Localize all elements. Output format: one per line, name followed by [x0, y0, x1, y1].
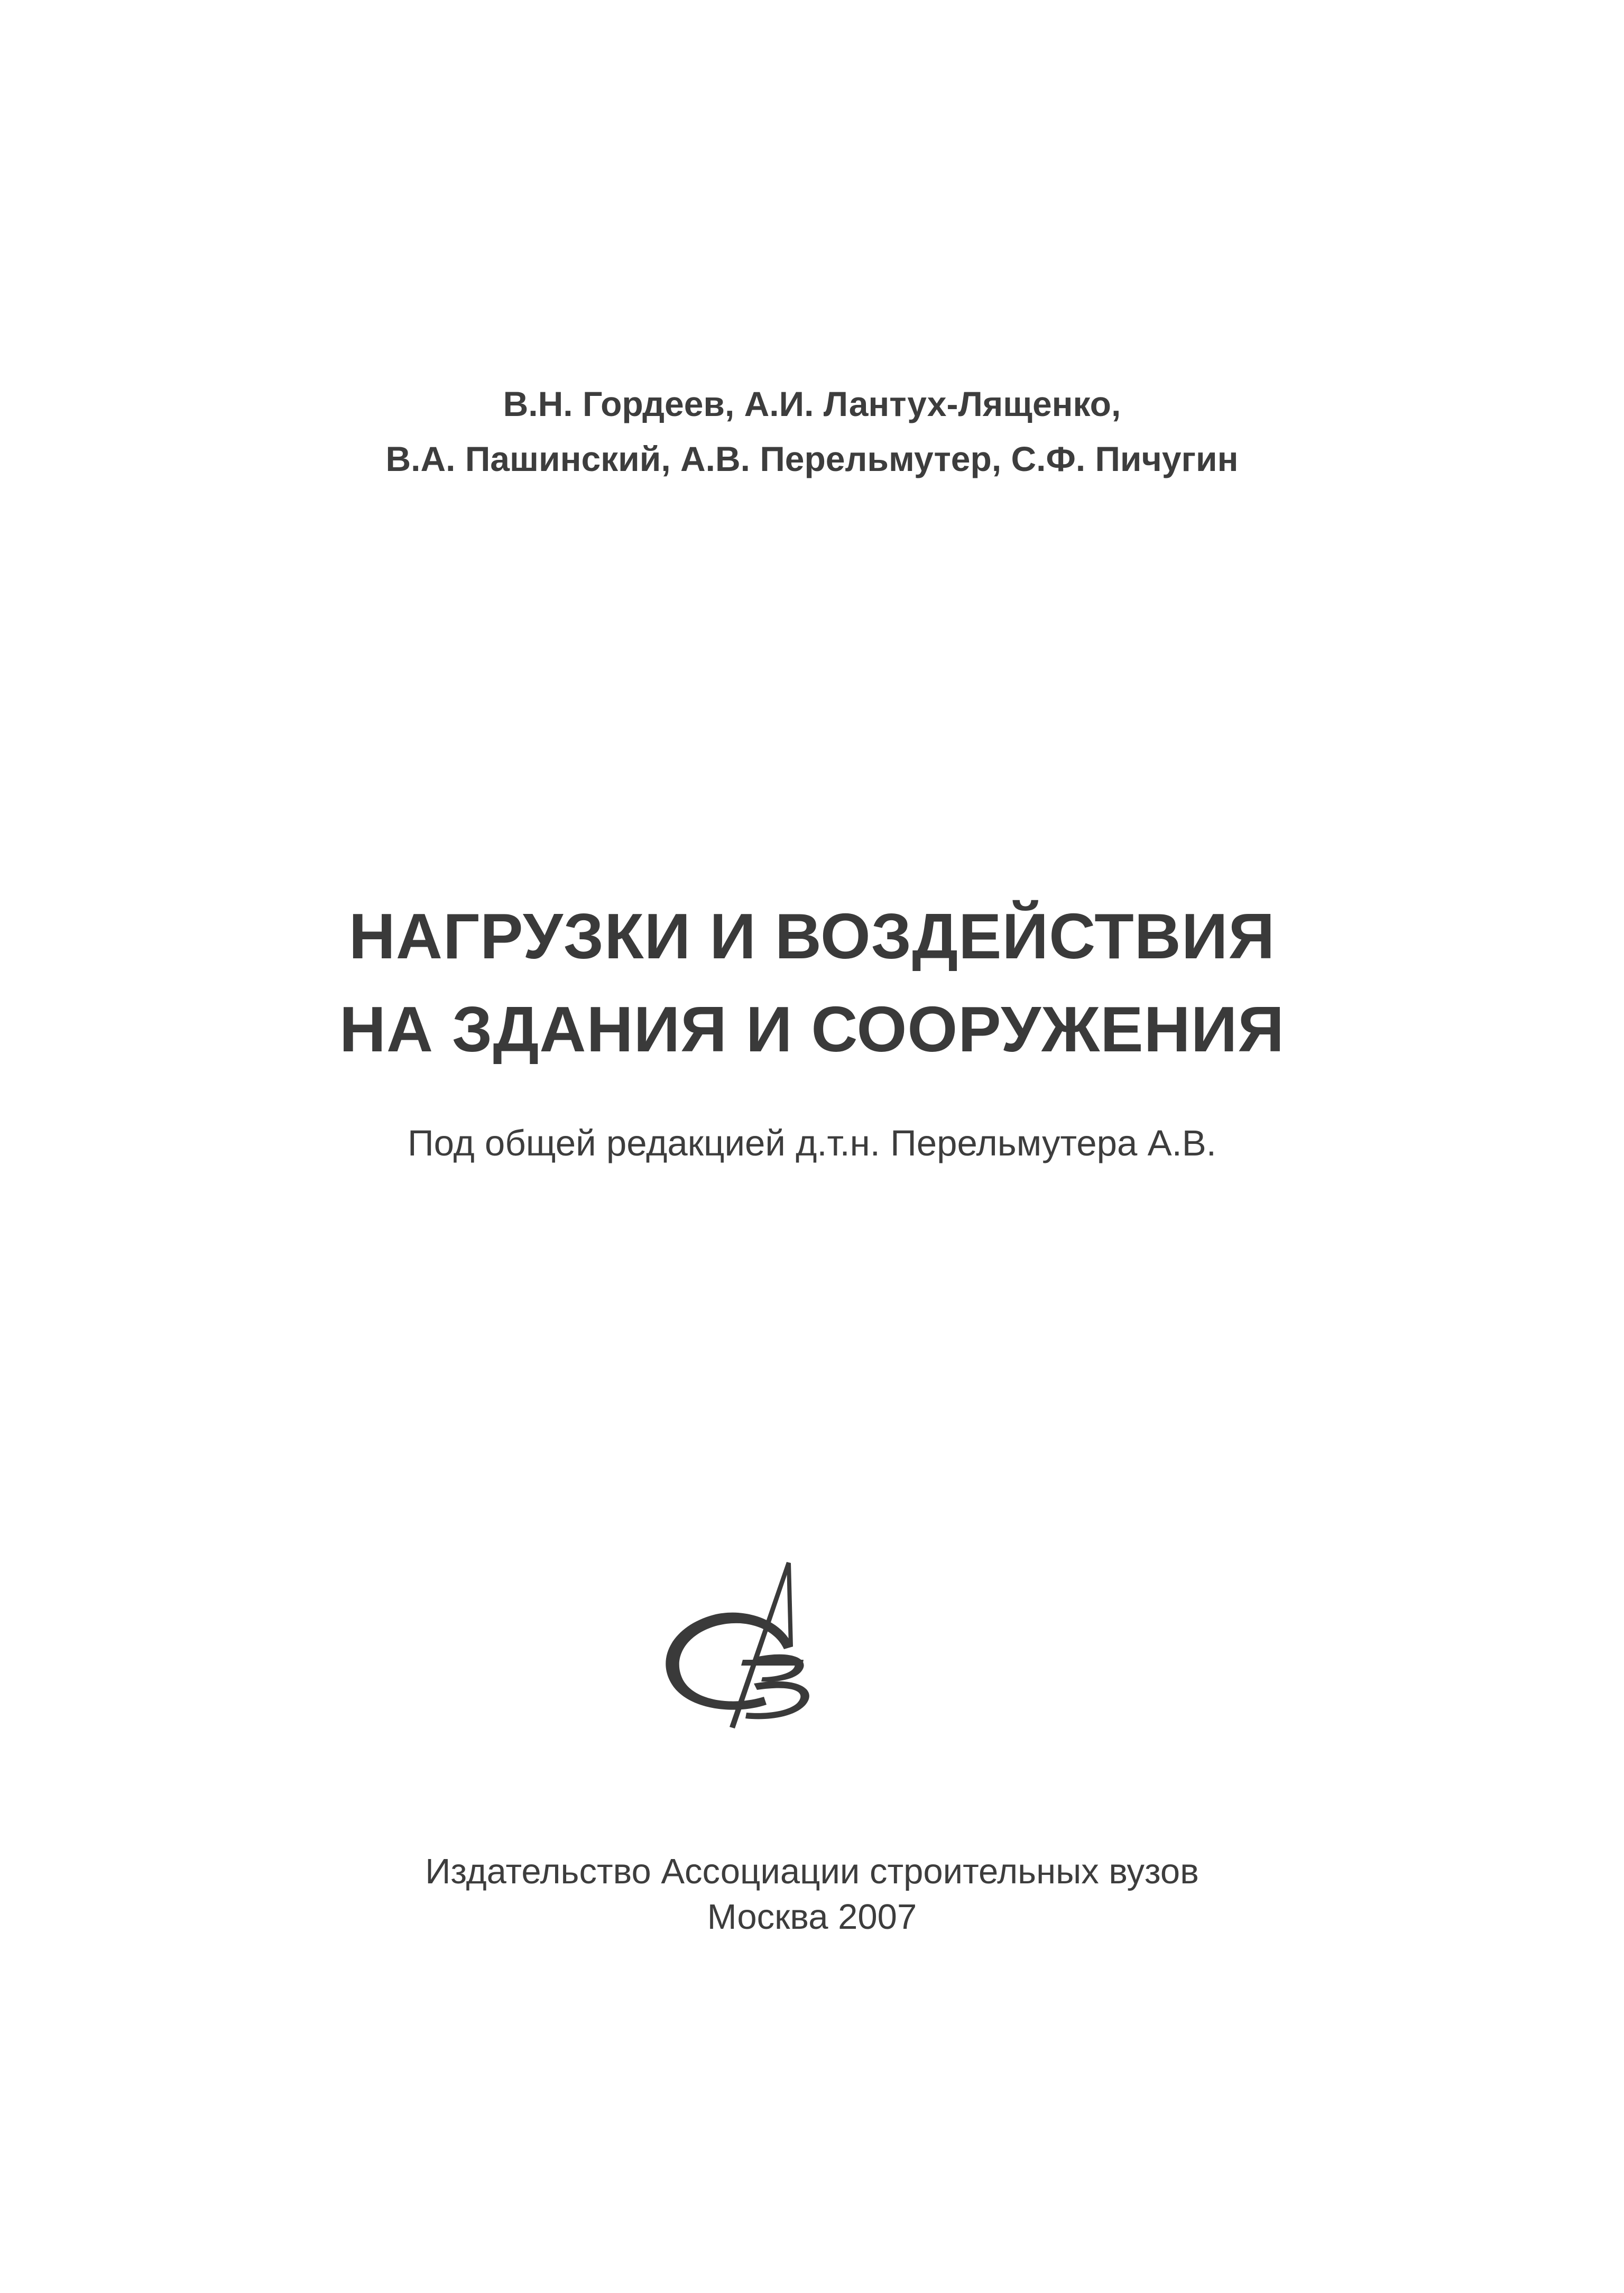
book-title — [0, 890, 1624, 1076]
book-title-line-1: НАГРУЗКИ И ВОЗДЕЙСТВИЯ — [348, 900, 1276, 972]
publisher-block — [0, 1849, 1624, 1940]
book-title-line-2: НА ЗДАНИЯ И СООРУЖЕНИЯ — [339, 993, 1285, 1065]
publisher-city-year: Москва 2007 — [707, 1897, 917, 1937]
authors-line-2: В.А. Пашинский, А.В. Перельмутер, С.Ф. Пичугин — [385, 439, 1239, 478]
authors-block — [0, 376, 1624, 486]
publisher-logo-icon — [634, 1551, 835, 1752]
authors-line-1: В.Н. Гордеев, А.И. Лантух-Лященко, — [503, 384, 1121, 423]
editor-note: Под общей редакцией д.т.н. Перельмутера А.В. — [408, 1123, 1216, 1163]
publisher-name: Издательство Ассоциации строительных вузов — [425, 1852, 1199, 1891]
